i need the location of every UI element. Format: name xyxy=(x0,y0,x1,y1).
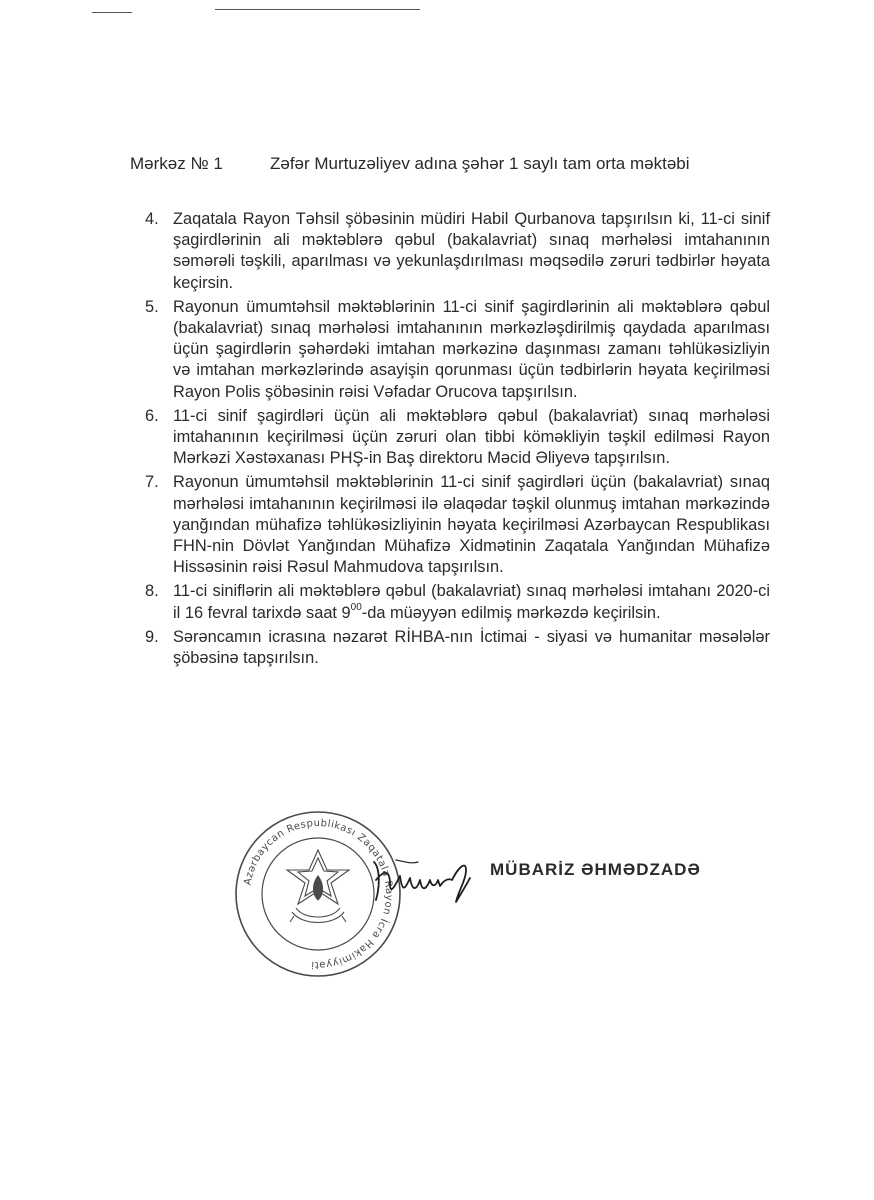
center-name: Zəfər Murtuzəliyev adına şəhər 1 saylı tam orta məktəbi xyxy=(270,154,690,173)
item-number: 6. xyxy=(145,406,159,425)
handwritten-signature xyxy=(366,840,476,910)
scan-artifact-line xyxy=(92,12,132,13)
decree-item xyxy=(145,406,770,470)
scan-artifact-line xyxy=(215,9,420,10)
item-text: Rayonun ümumtəhsil məktəblərinin 11-ci sinif şagirdləri üçün (bakalavriat) sınaq mərhələsi imtahanının keçirilməsi ilə əlaqədar təşkil olunmuş imtahan mərkəzində yanğından mühafizə təhlükəsizliyinin həyata keçirilməsi Azərbaycan Respublikası FHN-nin Dövlət Yanğından Mühafizə Xidmətinin Zaqatala Yanğından Mühafizə Hissəsinin rəisi Rəsul Mahmudova tapşırılsın. xyxy=(173,473,770,577)
decree-item xyxy=(145,472,770,578)
item-text: Sərəncamın icrasına nəzarət RİHBA-nın İctimai - siyasi və humanitar məsələlər şöbəsinə tapşırılsın. xyxy=(173,627,770,668)
time-superscript: 00 xyxy=(350,601,362,613)
item-number: 8. xyxy=(145,582,159,601)
item-number: 9. xyxy=(145,627,159,646)
center-label: Mərkəz № 1 xyxy=(130,154,223,173)
item-text-before-time: 11-ci siniflərin ali məktəblərə qəbul (bakalavriat) sınaq mərhələsi imtahanı 2020-ci il 16 fevral tarixdə saat 9 xyxy=(173,582,770,622)
item-text: Zaqatala Rayon Təhsil şöbəsinin müdiri Habil Qurbanova tapşırılsın ki, 11-ci sinif şagirdlərinin ali məktəblərə qəbul (bakalavriat) sınaq mərhələsi imtahanının səmərəli təşkili, aparılması və yekunlaşdırılması məqsədilə zəruri tədbirlər həyata keçirsin. xyxy=(173,210,770,292)
decree-item xyxy=(145,581,770,623)
item-text: 11-ci sinif şagirdləri üçün ali məktəblərə qəbul (bakalavriat) sınaq mərhələsi imtahanının keçirilməsi üçün zəruri olan tibbi köməkliyin təşkil edilməsi Rayon Mərkəzi Xəstəxanası PHŞ-in Baş direktoru Məcid Əliyevə tapşırılsın. xyxy=(173,406,770,468)
decree-item xyxy=(145,627,770,669)
seal-ring-text: Azərbaycan Respublikası Zaqatala Rayon İcra Hakimiyyəti xyxy=(242,817,395,971)
item-text-after-time: -da müəyyən edilmiş mərkəzdə keçirilsin. xyxy=(361,603,661,622)
item-number: 7. xyxy=(145,473,159,492)
item-text: Rayonun ümumtəhsil məktəblərinin 11-ci sinif şagirdlərinin ali məktəblərə qəbul (bakalavriat) sınaq mərhələsi imtahanının mərkəzləşdirilmiş qaydada aparılması üçün şagirdlərin şəhərdəki imtahan mərkəzinə daşınması zamanı təhlükəsizliyin və imtahan mərkəzlərində asayişin qorunması üçün tədbirlərin həyata keçirilməsi Rayon Polis şöbəsinin rəisi Vəfadar Orucova tapşırılsın. xyxy=(173,297,770,401)
coat-of-arms-icon xyxy=(287,850,349,923)
decree-item xyxy=(145,297,770,403)
decree-item xyxy=(145,209,770,294)
decree-items xyxy=(145,209,770,672)
item-number: 4. xyxy=(145,210,159,228)
signer-name: MÜBARİZ ƏHMƏDZADƏ xyxy=(490,860,701,879)
item-number: 5. xyxy=(145,297,159,316)
